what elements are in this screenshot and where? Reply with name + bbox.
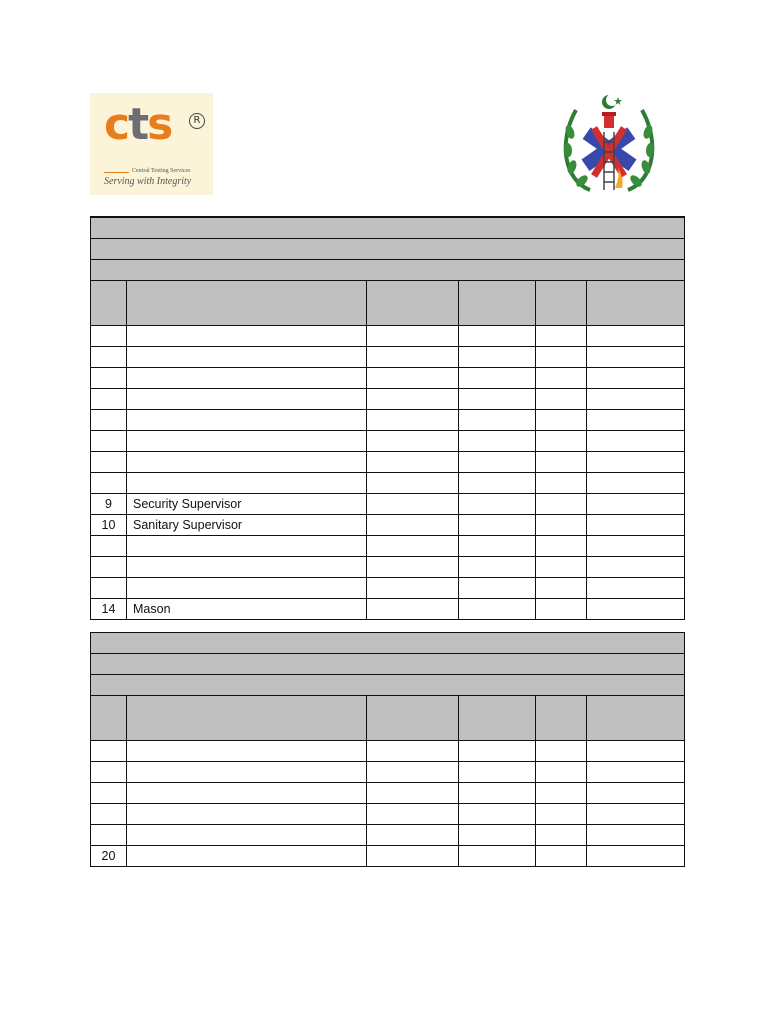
table-row [91, 783, 685, 804]
table-row [91, 326, 685, 347]
row-number [91, 431, 127, 452]
row-number [91, 762, 127, 783]
cts-logo-wordmark: cts [104, 99, 172, 150]
table-row [91, 389, 685, 410]
table-row [91, 452, 685, 473]
header-cell [459, 281, 536, 326]
table-row [91, 557, 685, 578]
row-number [91, 783, 127, 804]
post-name [127, 536, 367, 557]
row-number [91, 741, 127, 762]
row-number: 9 [91, 494, 127, 515]
row-number [91, 389, 127, 410]
row-number: 14 [91, 599, 127, 620]
table-row [91, 825, 685, 846]
registered-mark: R [189, 113, 205, 129]
post-name: Mason [127, 599, 367, 620]
row-number [91, 557, 127, 578]
header-cell [91, 696, 127, 741]
table-row [91, 536, 685, 557]
header-cell [127, 696, 367, 741]
post-name [127, 368, 367, 389]
table-header-row [91, 696, 685, 741]
post-name [127, 762, 367, 783]
post-name [127, 783, 367, 804]
row-number [91, 410, 127, 431]
post-name [127, 557, 367, 578]
header-cell [127, 281, 367, 326]
row-number [91, 473, 127, 494]
table-header-row [91, 281, 685, 326]
table-row [91, 762, 685, 783]
table-row [91, 846, 685, 867]
row-number [91, 825, 127, 846]
header-cell [367, 281, 459, 326]
row-number [91, 578, 127, 599]
post-name [127, 431, 367, 452]
posts-table-2 [90, 632, 685, 867]
post-name [127, 578, 367, 599]
post-name [127, 825, 367, 846]
table-section-band [91, 675, 685, 696]
header-cell [459, 696, 536, 741]
table-section-band [91, 260, 685, 281]
row-number: 20 [91, 846, 127, 867]
header-cell [367, 696, 459, 741]
table-row [91, 431, 685, 452]
post-name [127, 452, 367, 473]
row-number [91, 347, 127, 368]
post-name [127, 473, 367, 494]
post-name: Sanitary Supervisor [127, 515, 367, 536]
post-name: Security Supervisor [127, 494, 367, 515]
table-row [91, 804, 685, 825]
row-number [91, 536, 127, 557]
table-row [91, 473, 685, 494]
cts-logo [90, 93, 213, 195]
table-title-band [91, 217, 685, 239]
table-row [91, 515, 685, 536]
cts-logo-subtitle: Central Testing Services [132, 168, 191, 174]
table-row [91, 741, 685, 762]
row-number [91, 804, 127, 825]
header-cell [587, 281, 685, 326]
cts-logo-tagline: Serving with Integrity [104, 176, 192, 187]
table-subtitle-band [91, 654, 685, 675]
post-name [127, 846, 367, 867]
table-title-band [91, 633, 685, 654]
post-name [127, 389, 367, 410]
post-name [127, 347, 367, 368]
table-row [91, 347, 685, 368]
table-row [91, 599, 685, 620]
post-name [127, 741, 367, 762]
table-subtitle-band [91, 239, 685, 260]
header-cell [536, 696, 587, 741]
posts-table-1 [90, 216, 685, 620]
post-name [127, 326, 367, 347]
post-name [127, 804, 367, 825]
header-cell [91, 281, 127, 326]
row-number: 10 [91, 515, 127, 536]
post-name [127, 410, 367, 431]
table-row [91, 578, 685, 599]
row-number [91, 452, 127, 473]
table-row [91, 494, 685, 515]
header-cell [536, 281, 587, 326]
table-row [91, 368, 685, 389]
logo-rule [104, 172, 129, 173]
header-cell [587, 696, 685, 741]
row-number [91, 326, 127, 347]
rescue-emblem-logo [560, 92, 658, 198]
row-number [91, 368, 127, 389]
table-row [91, 410, 685, 431]
